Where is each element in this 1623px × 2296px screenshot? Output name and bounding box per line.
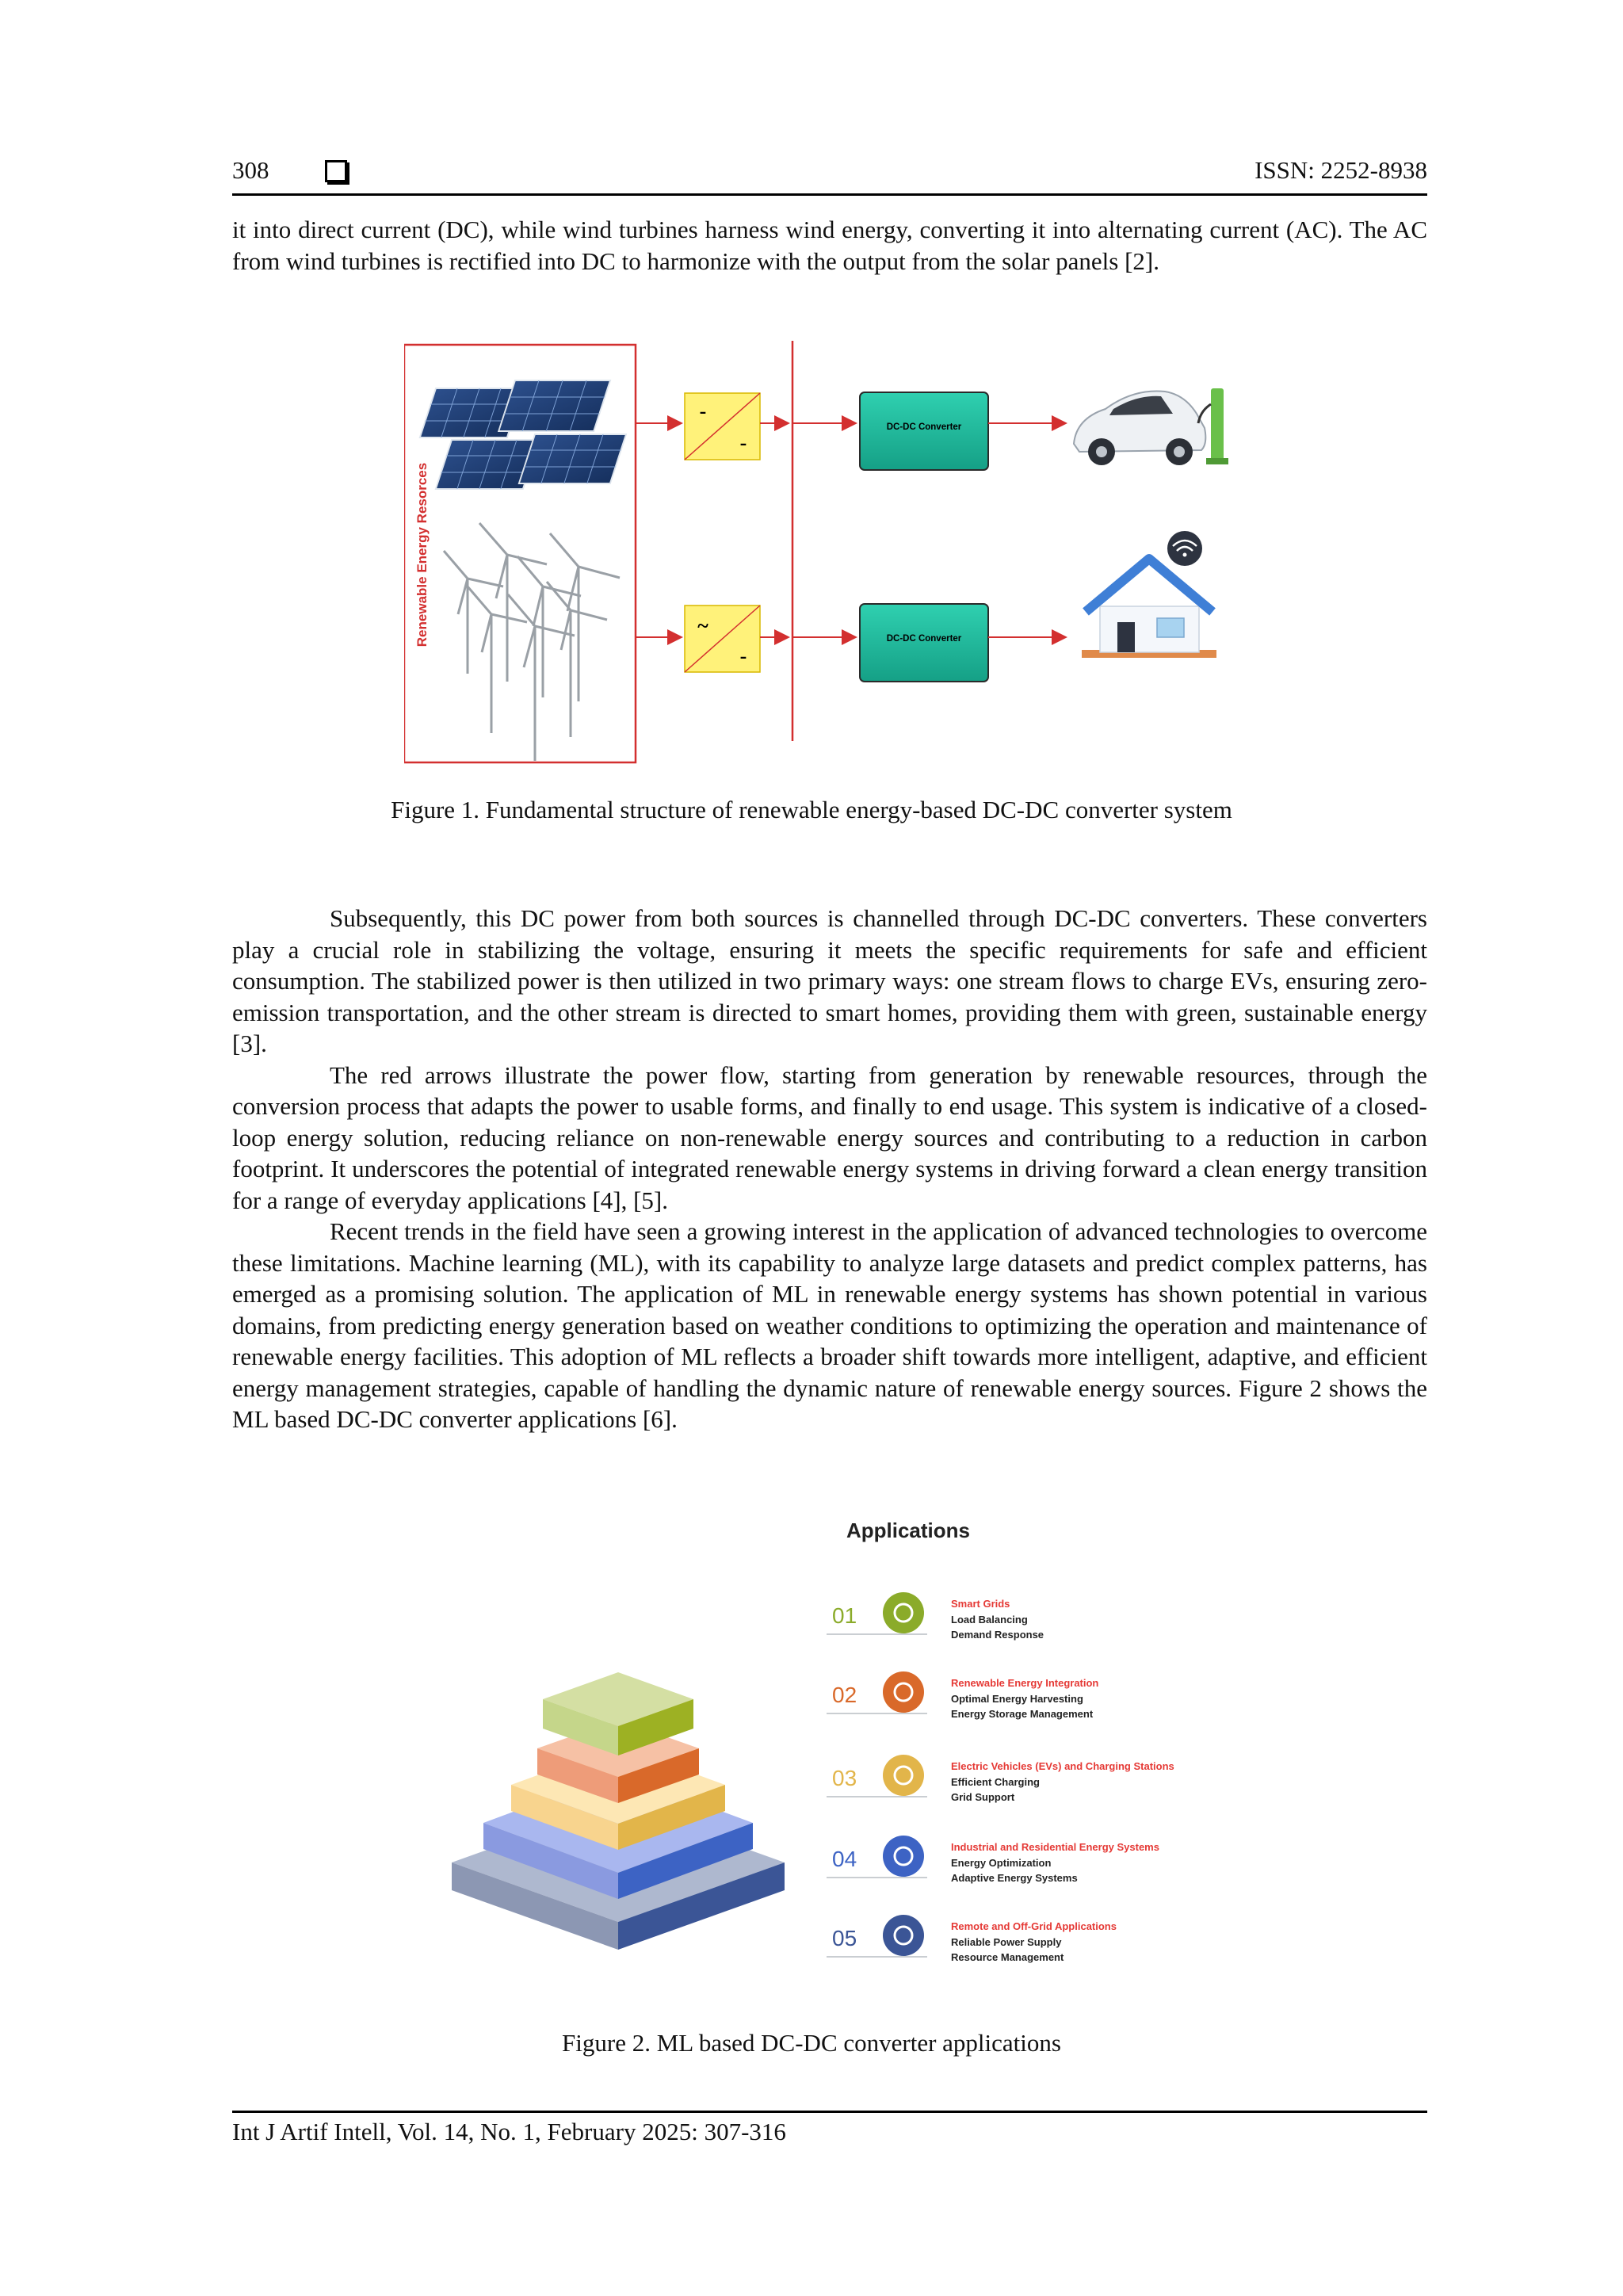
application-title: Industrial and Residential Energy Systems [951,1841,1159,1853]
dc-symbol-top: - [699,399,707,422]
smart-house-icon [1082,531,1216,658]
dc-dc-converter-bottom [860,604,988,682]
pyramid-graphic [452,1672,785,1950]
paragraph-3: The red arrows illustrate the power flow, starting from generation by renewable resources, through the conversion process that adapts the power to usable forms, and finally to end usage. This system is indicative of a closed-loop energy solution, reducing reliance on non-renewable energy sources and contributing to a reduction in carbon footprint. It underscores the potential of integrated renewable energy systems in driving forward a clean energy transition for a range of everyday applications [4], [5]. [232,1060,1427,1214]
application-item [827,1836,1159,1884]
dc-dc-converter-top [860,392,988,470]
paragraph-4: Recent trends in the field have seen a growing interest in the application of advanced technologies to overcome these limitations. Machine learning (ML), with its capability to analyze large datasets and predict complex patterns, has emerged as a promising solution. The application of ML in renewable energy systems has shown potential in various domains, from predicting energy generation based on weather conditions to optimizing the operation and maintenance of renewable energy facilities. This adoption of ML reflects a broader shift towards more intelligent, adaptive, and efficient energy management strategies, capable of handling the dynamic nature of renewable energy sources. Figure 2 shows the ML based DC-DC converter applications [6]. [232,1217,1427,1433]
figure-2-diagram [444,1506,1252,2013]
clipboard-icon [883,1755,924,1796]
checkbox-square-icon [325,160,347,182]
application-detail: Energy Storage Management [951,1708,1094,1720]
page-number: 308 [232,156,269,184]
figure-1-caption: Figure 1. Fundamental structure of renewable energy-based DC-DC converter system [391,796,1232,823]
figure-2 [444,1506,1252,2013]
application-title: Smart Grids [951,1598,1010,1610]
envelope-icon [883,1915,924,1956]
application-detail: Load Balancing [951,1614,1028,1626]
applications-list [827,1592,1174,1963]
globe-icon [883,1592,924,1633]
application-title: Electric Vehicles (EVs) and Charging Stations [951,1760,1174,1772]
application-item [827,1592,1044,1641]
application-number: 02 [832,1683,857,1707]
paragraph-2: Subsequently, this DC power from both sources is channelled through DC-DC converters. These converters play a crucial role in stabilizing the voltage, ensuring it meets the specific requirements for safe and efficient consumption. The stabilized power is then utilized in two primary ways: one stream flows to charge EVs, ensuring zero-emission transportation, and the other stream is directed to smart homes, providing them with green, sustainable energy [3]. [232,904,1427,1057]
dc-symbol: - [739,644,747,667]
figure-2-caption: Figure 2. ML based DC-DC converter applications [562,2029,1061,2057]
page-header [232,152,1427,196]
journal-citation: Int J Artif Intell, Vol. 14, No. 1, February 2025: 307-316 [232,2118,786,2145]
applications-title: Applications [846,1519,971,1542]
figure-1-diagram [404,341,1244,769]
issn: ISSN: 2252-8938 [1254,156,1427,184]
rectifier-bottom [685,606,760,672]
application-title: Renewable Energy Integration [951,1677,1099,1689]
application-item [827,1671,1098,1720]
converter-label-bottom: DC-DC Converter [886,634,962,644]
application-detail: Adaptive Energy Systems [951,1872,1078,1884]
application-number: 04 [832,1847,857,1871]
dc-symbol-bottom: - [739,431,747,454]
rectifier-top [685,393,760,460]
paragraph-1: it into direct current (DC), while wind turbines harness wind energy, converting it into alternating current (AC). The AC from wind turbines is rectified into DC to harmonize with the output from the solar panels [2]. [232,216,1427,275]
application-detail: Resource Management [951,1951,1064,1963]
lightbulb-icon [883,1671,924,1713]
solar-panels-icon [420,380,626,489]
ac-symbol: ~ [697,614,708,637]
resources-label: Renewable Energy Resorces [414,462,430,648]
application-detail: Energy Optimization [951,1857,1052,1869]
application-item [827,1755,1174,1803]
application-item [827,1915,1117,1963]
figure-1 [404,341,1244,769]
application-number: 01 [832,1603,857,1628]
application-detail: Efficient Charging [951,1776,1040,1788]
application-detail: Demand Response [951,1629,1044,1641]
book-icon [883,1836,924,1877]
electric-car-icon [1074,388,1228,465]
converter-label-top: DC-DC Converter [886,422,962,432]
body-text [232,903,1427,1435]
page-footer [232,2111,1427,2146]
wind-turbines-icon [444,523,620,761]
application-title: Remote and Off-Grid Applications [951,1920,1117,1932]
application-number: 03 [832,1766,857,1790]
application-number: 05 [832,1926,857,1950]
application-detail: Grid Support [951,1791,1015,1803]
application-detail: Optimal Energy Harvesting [951,1693,1083,1705]
application-detail: Reliable Power Supply [951,1936,1062,1948]
